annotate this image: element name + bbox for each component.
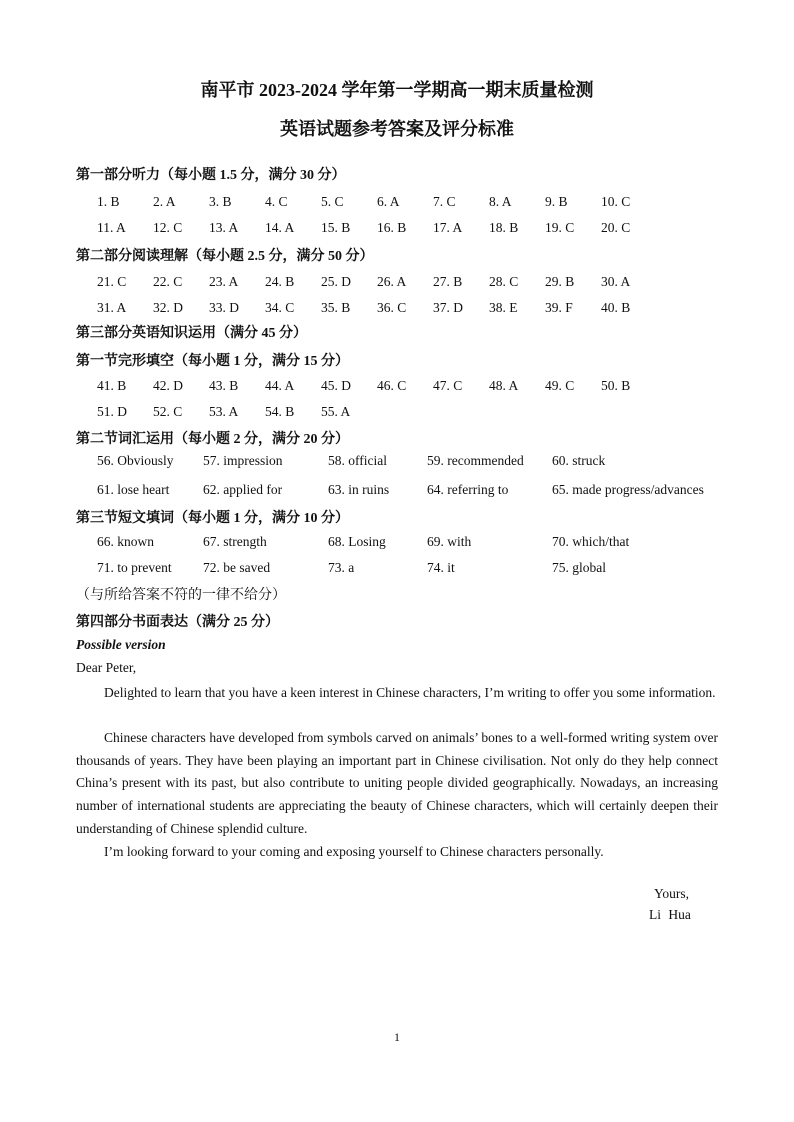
answer-cell: 29. B bbox=[545, 274, 575, 289]
answer-cell: 43. B bbox=[209, 378, 239, 393]
part2-heading: 第二部分阅读理解（每小题 2.5 分，满分 50 分） bbox=[76, 249, 374, 264]
answer-cell: 21. C bbox=[97, 274, 127, 289]
answer-cell: 68. Losing bbox=[328, 534, 386, 549]
document-title: 南平市 2023-2024 学年第一学期高一期末质量检测 bbox=[200, 80, 594, 100]
answer-cell: 41. B bbox=[97, 378, 127, 393]
answer-cell: 46. C bbox=[377, 378, 407, 393]
answer-cell: 20. C bbox=[601, 220, 631, 235]
answer-cell: 45. D bbox=[321, 378, 351, 393]
answer-cell: 24. B bbox=[265, 274, 295, 289]
answer-cell: 35. B bbox=[321, 300, 351, 315]
answer-cell: 64. referring to bbox=[427, 482, 509, 497]
answer-cell: 44. A bbox=[265, 378, 295, 393]
answer-cell: 8. A bbox=[489, 194, 512, 209]
answer-cell: 19. C bbox=[545, 220, 575, 235]
answer-cell: 1. B bbox=[97, 194, 120, 209]
answer-cell: 18. B bbox=[489, 220, 519, 235]
answer-cell: 3. B bbox=[209, 194, 232, 209]
page-number: 1 bbox=[394, 1030, 400, 1044]
answer-cell: 60. struck bbox=[552, 453, 606, 468]
answer-cell: 5. C bbox=[321, 194, 344, 209]
answer-cell: 54. B bbox=[265, 404, 295, 419]
letter-paragraph: I’m looking forward to your coming and exposing yourself to Chinese characters personally. bbox=[104, 844, 604, 859]
answer-cell: 39. F bbox=[545, 300, 573, 315]
answer-cell: 17. A bbox=[433, 220, 463, 235]
letter-greeting: Dear Peter, bbox=[76, 660, 137, 675]
answer-cell: 69. with bbox=[427, 534, 472, 549]
answer-cell: 28. C bbox=[489, 274, 519, 289]
answer-cell: 40. B bbox=[601, 300, 631, 315]
answer-cell: 36. C bbox=[377, 300, 407, 315]
answer-cell: 7. C bbox=[433, 194, 456, 209]
answer-cell: 67. strength bbox=[203, 534, 267, 549]
answer-cell: 58. official bbox=[328, 453, 387, 468]
scoring-note: （与所给答案不符的一律不给分） bbox=[76, 588, 286, 603]
letter-signature: Li Hua bbox=[649, 907, 691, 922]
section2-heading: 第二节词汇运用（每小题 2 分，满分 20 分） bbox=[76, 432, 349, 447]
answer-cell: 47. C bbox=[433, 378, 463, 393]
answer-cell: 38. E bbox=[489, 300, 518, 315]
section1-heading: 第一节完形填空（每小题 1 分，满分 15 分） bbox=[76, 354, 349, 369]
answer-cell: 65. made progress/advances bbox=[552, 482, 704, 497]
answer-cell: 16. B bbox=[377, 220, 407, 235]
answer-cell: 48. A bbox=[489, 378, 519, 393]
answer-cell: 75. global bbox=[552, 560, 606, 575]
section3-heading: 第三节短文填词（每小题 1 分，满分 10 分） bbox=[76, 511, 349, 526]
answer-cell: 51. D bbox=[97, 404, 127, 419]
answer-cell: 4. C bbox=[265, 194, 288, 209]
part1-heading: 第一部分听力（每小题 1.5 分，满分 30 分） bbox=[76, 168, 346, 183]
answer-cell: 73. a bbox=[328, 560, 355, 575]
answer-cell: 30. A bbox=[601, 274, 631, 289]
answer-cell: 22. C bbox=[153, 274, 183, 289]
part3-heading: 第三部分英语知识运用（满分 45 分） bbox=[76, 326, 307, 341]
answer-cell: 72. be saved bbox=[203, 560, 271, 575]
answer-cell: 31. A bbox=[97, 300, 127, 315]
answer-cell: 59. recommended bbox=[427, 453, 524, 468]
part4-heading: 第四部分书面表达（满分 25 分） bbox=[76, 615, 279, 630]
answer-cell: 55. A bbox=[321, 404, 351, 419]
answer-cell: 52. C bbox=[153, 404, 183, 419]
answer-cell: 56. Obviously bbox=[97, 453, 174, 468]
answer-cell: 32. D bbox=[153, 300, 183, 315]
answer-cell: 23. A bbox=[209, 274, 239, 289]
answer-cell: 26. A bbox=[377, 274, 407, 289]
answer-cell: 62. applied for bbox=[203, 482, 283, 497]
answer-cell: 6. A bbox=[377, 194, 400, 209]
answer-cell: 2. A bbox=[153, 194, 176, 209]
answer-cell: 11. A bbox=[97, 220, 126, 235]
answer-cell: 71. to prevent bbox=[97, 560, 172, 575]
answer-cell: 37. D bbox=[433, 300, 463, 315]
answer-cell: 9. B bbox=[545, 194, 568, 209]
answer-cell: 33. D bbox=[209, 300, 239, 315]
answer-cell: 42. D bbox=[153, 378, 183, 393]
answer-cell: 74. it bbox=[427, 560, 455, 575]
answer-cell: 49. C bbox=[545, 378, 575, 393]
document-subtitle: 英语试题参考答案及评分标准 bbox=[280, 119, 514, 139]
letter-paragraph: Delighted to learn that you have a keen interest in Chinese characters, I’m writing to offer you some information. bbox=[104, 685, 716, 700]
answer-cell: 63. in ruins bbox=[328, 482, 390, 497]
answer-cell: 70. which/that bbox=[552, 534, 630, 549]
answer-cell: 53. A bbox=[209, 404, 239, 419]
answer-cell: 10. C bbox=[601, 194, 631, 209]
answer-cell: 34. C bbox=[265, 300, 295, 315]
answer-cell: 57. impression bbox=[203, 453, 283, 468]
answer-cell: 50. B bbox=[601, 378, 631, 393]
answer-cell: 12. C bbox=[153, 220, 183, 235]
answer-cell: 61. lose heart bbox=[97, 482, 170, 497]
answer-cell: 13. A bbox=[209, 220, 239, 235]
answer-cell: 66. known bbox=[97, 534, 154, 549]
answer-cell: 25. D bbox=[321, 274, 351, 289]
letter-paragraph: Chinese characters have developed from symbols carved on animals’ bones to a well-formed writing system over thousands of years. They have been playing an important part in Chinese civilisation. Not only do they help connect China’s present with its past, but also contribute to uniting people divided geographically. Nowadays, an increasing number of international students are appreciating the beauty of Chinese characters, which will certainly deepen their understanding of Chinese splendid culture. bbox=[76, 730, 718, 836]
letter-closing: Yours, bbox=[654, 886, 690, 901]
answer-cell: 15. B bbox=[321, 220, 351, 235]
answer-cell: 14. A bbox=[265, 220, 295, 235]
answer-cell: 27. B bbox=[433, 274, 463, 289]
possible-version-label: Possible version bbox=[76, 637, 166, 652]
